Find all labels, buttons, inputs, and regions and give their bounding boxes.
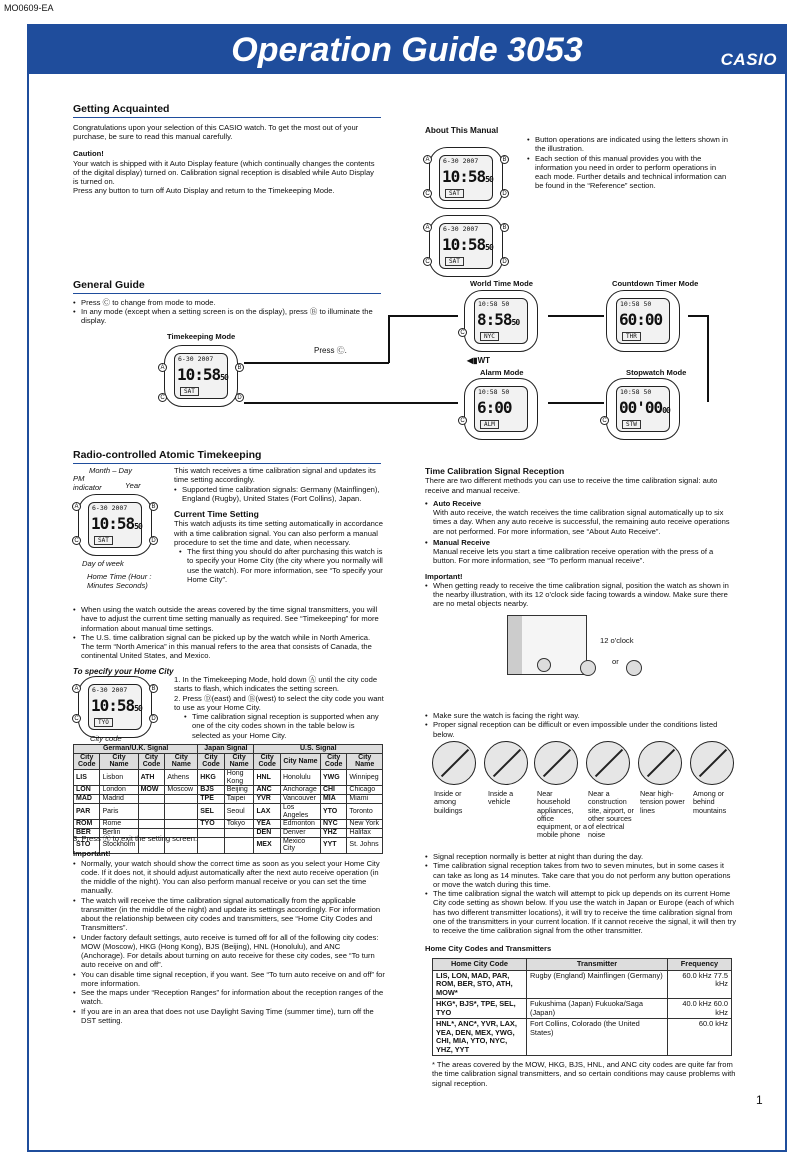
button-c-icon: C <box>72 714 81 723</box>
button-d-icon: D <box>500 257 509 266</box>
vehicle-icon <box>484 741 528 785</box>
table-row: HNL*, ANC*, YVR, LAX, YEA, DEN, MEX, YWG, CHI, MIA, YTO, NYC, YHZ, YYT Fort Collins, Colorado (the United States) 60.0 kHz <box>433 1019 732 1056</box>
power-lines-icon <box>638 741 682 785</box>
watch-date: 6-30 2007 <box>443 225 479 233</box>
alarm-watch: 10:58 50 6:00 ALM C <box>458 378 544 440</box>
general-guide-section <box>73 279 381 326</box>
bullet: • Each section of this manual provides you with the information you need in order to perform operations in each mode. Further details and technical information can be found in the “Reference” section. <box>527 154 732 191</box>
buildings-icon <box>432 741 476 785</box>
subheading: To specify your Home City <box>73 666 174 676</box>
bullet: • The first thing you should do after purchasing this watch is to specify your Home City (the city where you normally will use the watch). For more information, see “To specify your Home City”. <box>179 547 384 584</box>
bullet: • Manual Receive <box>425 538 737 547</box>
button-c-icon: C <box>600 416 609 425</box>
home-city-notes: 3. Press Ⓐ to exit the setting screen. Important! • Normally, your watch should show the correct time as soon as you select your Home City code. If it does not, it should adjust automatically after the next auto receive operation (in the middle of the night). You can also perform manual receive or you can set the time manually. • The watch will receive the time calibration signal automatically from the applicable transmitter (in the middle of the night) and update its settings accordingly. For information about the relationship between city codes and transmitters, see “Home City Codes and Transmitters”. • Under factory default settings, auto receive is turned off for all of the following city codes: MOW (Moscow), HKG (Hong Kong), BJS (Beijing), HNL (Honolulu), and ANC (Anchorage). For details about turning on auto receive for these city codes, see “To turn auto receive on and off”. • You can disable time signal reception, if you want. See “To turn auto receive on and off” for more information. • See the maps under “Reception Ranges” for information about the reception ranges of the watch. • If you are in an area that does not use Daylight Saving Time (summer time), turn off the DST setting. <box>73 834 385 1025</box>
button-a-icon: A <box>72 502 81 511</box>
caution-label: Caution! <box>73 149 104 159</box>
icon-label: Near household appliances, office equipment, or a mobile phone <box>537 789 587 840</box>
watch-icon <box>626 660 642 676</box>
button-a-icon: A <box>423 223 432 232</box>
section-heading: Radio-controlled Atomic Timekeeping <box>73 449 262 461</box>
day-of-week-callout: Day of week <box>82 559 124 568</box>
bullet: • Signal reception normally is better at night than during the day. <box>425 852 737 861</box>
button-b-icon: B <box>149 684 158 693</box>
flow-line <box>244 402 458 404</box>
table-header: Home City Code <box>433 959 527 971</box>
section-heading: Getting Acquainted <box>73 103 170 115</box>
month-day-callout: Month – Day <box>89 466 133 475</box>
world-time-mode-label: World Time Mode <box>470 279 534 288</box>
button-a-icon: A <box>423 155 432 164</box>
radio-bullets <box>73 605 383 676</box>
table-row: ROM Rome TYO Tokyo YEA Edmonton NYC New York <box>74 820 383 829</box>
watch-date: 6-30 2007 <box>443 157 479 165</box>
page-number: 1 <box>756 1093 763 1107</box>
watch-icon <box>580 660 596 676</box>
home-time-callout: Home Time (Hour : Minutes Seconds) <box>87 572 152 591</box>
paragraph: Congratulations upon your selection of this CASIO watch. To get the most out of your purchase, be sure to read this manual carefully. <box>73 122 359 142</box>
button-c-icon: C <box>423 189 432 198</box>
button-d-icon: D <box>149 536 158 545</box>
reception-bullets <box>425 711 737 739</box>
section-heading: General Guide <box>73 279 145 291</box>
subheading: Current Time Setting <box>174 509 259 519</box>
watch-day: SAT <box>445 189 464 198</box>
flow-line <box>707 315 709 402</box>
bullet: • You can disable time signal reception, if you want. See “To turn auto receive on and off” for more information. <box>73 970 385 989</box>
bullet: • If you are in an area that does not use Daylight Saving Time (summer time), turn off the DST setting. <box>73 1007 385 1026</box>
radio-controlled-section <box>73 449 381 464</box>
bullet: • Button operations are indicated using the letters shown in the illustration. <box>527 135 732 154</box>
stopwatch-mode-label: Stopwatch Mode <box>626 368 687 377</box>
bullet: • Proper signal reception can be difficult or even impossible under the conditions listed below. <box>425 720 737 739</box>
section-rule <box>73 293 381 294</box>
about-manual-text <box>527 135 732 191</box>
home-city-steps: 1. In the Timekeeping Mode, hold down Ⓐ until the city code starts to flash, which indicates the setting screen. 2. Press Ⓓ(east) and Ⓑ(west) to select the city code you want to use as your Home City. • Time calibration signal reception is supported when any one of the city codes shown in the table below is selected as your Home City. <box>174 675 384 740</box>
table-row: LIS, LON, MAD, PAR, ROM, BER, STO, ATH, MOW* Rugby (England) Mainflingen (Germany) 60.0 kHz 77.5 kHz <box>433 970 732 999</box>
flow-line <box>688 315 708 317</box>
stopwatch-watch: 10:58 50 00'0000 STW C <box>600 378 686 440</box>
world-time-watch: 10:58 50 8:5850 NYC C <box>458 290 544 352</box>
brand-logo: CASIO <box>720 50 777 69</box>
watch-time: 10:5850 <box>442 167 493 186</box>
button-b-icon: B <box>500 155 509 164</box>
icon-label: Inside or among buildings <box>434 789 463 815</box>
button-a-icon: A <box>72 684 81 693</box>
icon-label: Near a construction site, airport, or other sources of electrical noise <box>588 789 634 840</box>
button-b-icon: B <box>500 223 509 232</box>
table-header: Japan Signal <box>198 745 254 754</box>
table-row: BER Berlin DEN Denver YHZ Halifax <box>74 828 383 837</box>
subheading: Home City Codes and Transmitters <box>425 944 552 954</box>
pm-indicator-callout: PM indicator <box>73 474 102 493</box>
important-label: Important! <box>73 849 111 859</box>
flow-line <box>388 315 390 363</box>
bullet: • Under factory default settings, auto receive is turned off for all of the following city codes: MOW (Moscow), HKG (Hong Kong), BJS (Beijing), HNL (Honolulu), and ANC (Anchorage). For details about turning on auto receive for these city codes, see “To turn auto receive on and off”. <box>73 933 385 970</box>
oclock-label: 12 o'clock <box>600 636 634 645</box>
flow-line <box>548 402 604 404</box>
wt-indicator: ◀▮WT <box>467 356 490 365</box>
table-header: Transmitter <box>527 959 668 971</box>
icon-label: Near high-tension power lines <box>640 789 685 815</box>
reception-notes <box>425 852 737 954</box>
document-id: MO0609-EA <box>4 3 54 13</box>
bullet: • The watch will receive the time calibration signal automatically from the applicable transmitter (in the middle of the night) and update its settings accordingly. For information about the relationship between city codes and transmitters, see “Home City Codes and Transmitters”. <box>73 896 385 933</box>
curtain-icon <box>508 616 522 674</box>
section-rule <box>73 463 381 464</box>
bullet: • Time calibration signal reception is supported when any one of the city codes shown in the table below is selected as your Home City. <box>184 712 384 740</box>
city-code-watch: 6-30 2007 10:5850 TYO A B C D <box>72 676 158 738</box>
section-heading: Time Calibration Signal Reception <box>425 466 565 476</box>
flow-line <box>388 315 458 317</box>
paragraph: Your watch is shipped with it Auto Display feature (which continually changes the contents of the digital display) turned on. Calibration signal reception is disabled while Auto Display is turned on. <box>73 158 375 187</box>
bullet: • Make sure the watch is facing the right way. <box>425 711 737 720</box>
bullet: • Auto Receive <box>425 499 737 508</box>
button-a-icon: A <box>158 363 167 372</box>
table-header: German/U.K. Signal <box>74 745 198 754</box>
button-d-icon: D <box>235 393 244 402</box>
table-row: LIS Lisbon ATH Athens HKG Hong Kong HNL Honolulu YWG Winnipeg <box>74 770 383 786</box>
press-c-label: Press Ⓒ. <box>314 346 347 355</box>
watch-time: 10:5850 <box>442 235 493 254</box>
icon-label: Among or behind mountains <box>693 789 727 815</box>
bullet: • Supported time calibration signals: Germany (Mainflingen), England (Rugby), United States (Fort Collins), Japan. <box>174 485 384 504</box>
watch-illustration <box>423 215 509 277</box>
or-label: or <box>612 657 619 666</box>
bullet: • The U.S. time calibration signal can be picked up by the watch while in North America. The term “North America” in this manual refers to the area that consists of Canada, the continental United States, and Mexico. <box>73 633 383 661</box>
bullet: • Time calibration signal reception takes from two to seven minutes, but in some cases it can take as long as 14 minutes. Take care that you do not perform any button operations or move the watch during this time. <box>425 861 737 889</box>
city-code-table: German/U.K. Signal Japan Signal U.S. Signal City Code City Name City Code City Name City Code City Name City Code City Name City Code City Name LIS Lisbon ATH Athens HKG Hong Kong HNL Honolulu YWG Winnipeg LON London MOW Moscow BJS Beijing ANC Anchorage CHI Chicago MAD Madrid TPE Taipei YVR Vancouver MIA Miami PAR Paris SEL Seoul LAX Los Angeles YTO Toronto ROM Rome TYO Tokyo YEA Edmonton NYC New York BER Berlin DEN Denver YHZ Halifax STO Stockholm MEX Mexico City YYT St. Johns <box>73 744 383 854</box>
countdown-timer-mode-label: Countdown Timer Mode <box>612 279 699 288</box>
table-header: Frequency <box>668 959 732 971</box>
important-label: Important! <box>425 571 463 581</box>
button-d-icon: D <box>500 189 509 198</box>
bullet: • When using the watch outside the areas covered by the time signal transmitters, you will have to adjust the current time setting manually as required. See “Timekeeping” for more information about manual time settings. <box>73 605 383 633</box>
button-c-icon: C <box>458 328 467 337</box>
timekeeping-mode-label: Timekeeping Mode <box>167 332 236 341</box>
city-code-callout: City code <box>90 734 122 743</box>
button-b-icon: B <box>235 363 244 372</box>
bullet: • Normally, your watch should show the correct time as soon as you select your Home City code. If it does not, it should adjust automatically after the next auto receive operation (in the middle of the night). You can also perform manual receive or you can set the time manually. <box>73 859 385 896</box>
section-rule <box>73 117 381 118</box>
button-c-icon: C <box>72 536 81 545</box>
about-manual-heading: About This Manual <box>425 126 499 135</box>
timekeeping-watch: 6-30 2007 10:5850 SAT A B C D <box>72 494 158 556</box>
table-row: PAR Paris SEL Seoul LAX Los Angeles YTO Toronto <box>74 803 383 819</box>
getting-acquainted-section <box>73 103 381 196</box>
appliances-icon <box>534 741 578 785</box>
button-c-icon: C <box>158 393 167 402</box>
footnote: * The areas covered by the MOW, HKG, BJS, HNL, and ANC city codes are quite far from the time calibration signal transmitters, and so certain conditions may cause problems with signal reception. <box>432 1060 736 1088</box>
button-c-icon: C <box>423 257 432 266</box>
table-row: LON London MOW Moscow BJS Beijing ANC Anchorage CHI Chicago <box>74 786 383 795</box>
timekeeping-watch: 6-30 2007 10:5850 SAT A B C D <box>158 345 244 407</box>
watch-icon <box>537 658 551 672</box>
bullet: • See the maps under “Reception Ranges” for information about the reception ranges of the watch. <box>73 988 385 1007</box>
bullet: • The time calibration signal the watch will attempt to pick up depends on its current Home City code setting as shown below. If you use the watch in Japan or Europe (each of which has two different transmitter locations), it will try to receive the time calibration signal from one of the transmitters in your current location. If it cannot receive the signal, it will then try to receive the time calibration signal from the other transmitter. <box>425 889 737 935</box>
mountains-icon <box>690 741 734 785</box>
button-b-icon: B <box>149 502 158 511</box>
flow-line <box>244 362 389 364</box>
table-row: MAD Madrid TPE Taipei YVR Vancouver MIA Miami <box>74 795 383 804</box>
bullet: • In any mode (except when a setting screen is on the display), press Ⓑ to illuminate the display. <box>73 307 381 326</box>
bullet: • When getting ready to receive the time calibration signal, position the watch as shown in the nearby illustration, with its 12 o'clock side facing towards a window. Make sure there are no metal objects nearby. <box>425 581 737 609</box>
table-row: STO Stockholm MEX Mexico City YYT St. Johns <box>74 837 383 853</box>
button-d-icon: D <box>149 714 158 723</box>
alarm-mode-label: Alarm Mode <box>480 368 524 377</box>
construction-icon <box>586 741 630 785</box>
icon-label: Inside a vehicle <box>488 789 514 807</box>
flow-line <box>548 315 604 317</box>
watch-day: SAT <box>445 257 464 266</box>
table-header: U.S. Signal <box>254 745 383 754</box>
frequency-table <box>432 958 732 1056</box>
paragraph: Press any button to turn off Auto Display and return to the Timekeeping Mode. <box>73 186 335 196</box>
time-calibration-section: Time Calibration Signal Reception There are two different methods you can use to receive the time calibration signal: auto receive and manual receive. • Auto Receive With auto receive, the watch receives the time calibration signal automatically up to six times a day. When any auto receive is successful, the remaining auto receive operations are not performed. For more information, see “About Auto Receive”. • Manual Receive Manual receive lets you start a time calibration receive operation with the press of a button. For more information, see “To perform manual receive”. Important! • When getting ready to receive the time calibration signal, position the watch as shown in the nearby illustration, with its 12 o'clock side facing towards a window. Make sure there are no metal objects nearby. <box>425 466 737 609</box>
button-c-icon: C <box>458 416 467 425</box>
table-row: HKG*, BJS*, TPE, SEL, TYO Fukushima (Japan) Fukuoka/Saga (Japan) 40.0 kHz 60.0 kHz <box>433 999 732 1019</box>
page-title: Operation Guide 3053 <box>231 31 583 69</box>
bullet: • Press Ⓒ to change from mode to mode. <box>73 298 381 307</box>
countdown-watch: 10:58 50 60:00 THR <box>600 290 686 352</box>
year-callout: Year <box>125 481 141 490</box>
watch-illustration <box>423 147 509 209</box>
radio-intro: This watch receives a time calibration signal and updates its time setting accordingly. • Supported time calibration signals: Germany (Mainflingen), England (Rugby), United States (Fort Collins), Japan. Current Time Setting This watch adjusts its time setting automatically in accordance with a time calibration signal. You can also perform a manual procedure to set the time and date, when necessary. • The first thing you should do after purchasing this watch is to specify your Home City (the city where you normally will use the watch). For more information, see “To specify your Home City”. <box>174 466 384 584</box>
title-banner <box>27 24 787 74</box>
